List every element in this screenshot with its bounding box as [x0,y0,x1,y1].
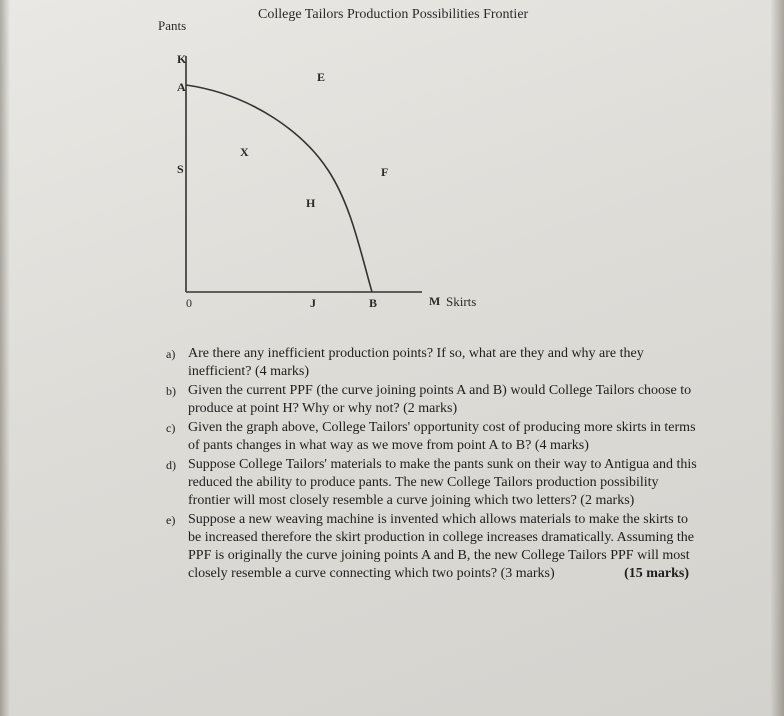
question-item [160,456,700,510]
question-letter: b) [166,384,176,398]
point-k: K [177,52,187,66]
question-item [160,419,700,455]
point-x: X [240,145,249,159]
question-text: Are there any inefficient production points? If so, what are they and why are they inefficient? (4 marks) [188,346,644,379]
y-axis-label: Pants [158,18,187,33]
point-a: A [177,80,186,94]
question-text: Suppose College Tailors' materials to make the pants sunk on their way to Antigua and this reduced the ability to produce pants. The new College Tailors production possibility frontier will most closely resemble a curve joining which two letters? (2 marks) [188,457,697,508]
question-letter: c) [166,421,176,435]
point-s: S [177,162,184,176]
question-item [160,345,700,381]
point-origin: 0 [186,296,192,310]
question-letter: e) [166,513,176,527]
question-text: Given the current PPF (the curve joining points A and B) would College Tailors choose to produce at point H? Why or why not? (2 marks) [188,383,692,416]
question-letter: a) [166,347,176,361]
point-e: E [317,70,326,84]
x-axis-label: Skirts [446,294,477,309]
question-item [160,511,700,583]
question-item [160,382,700,418]
question-text: Suppose a new weaving machine is invented which allows materials to make the skirts to be increased therefore the skirt production in college increases dramatically. Assuming the PPF is originally the curve joining points A and B, the new College Tailors PPF will most closely resemble a curve connecting which two points? (3 marks) [188,512,695,581]
ppf-curve [186,85,372,292]
point-m: M [429,294,441,308]
question-list [160,345,700,584]
ppf-graph [0,0,784,330]
point-h: H [306,196,316,210]
total-marks: (15 marks) [624,566,690,581]
question-text: Given the graph above, College Tailors' opportunity cost of producing more skirts in terms of pants changes in what way as we move from point A to B? (4 marks) [188,420,696,453]
point-j: J [310,296,316,310]
point-b: B [369,296,378,310]
point-f: F [381,165,389,179]
question-letter: d) [166,458,176,472]
graph-title: College Tailors Production Possibilities Frontier [258,7,529,22]
